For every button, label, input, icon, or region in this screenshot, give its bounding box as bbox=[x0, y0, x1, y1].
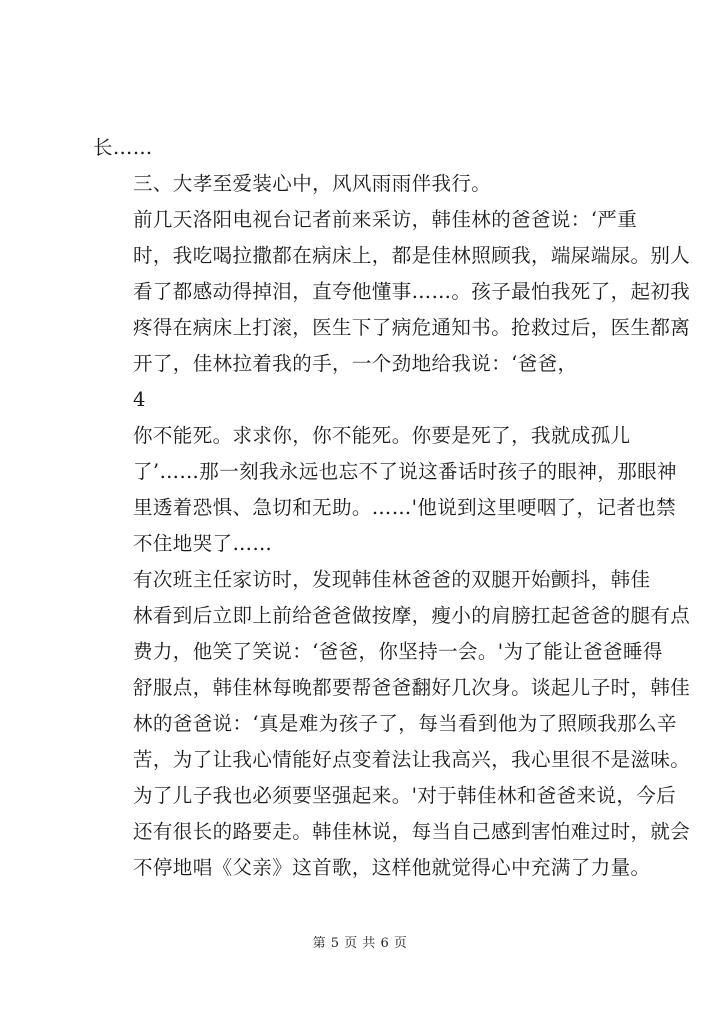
paragraph bbox=[93, 166, 633, 202]
paragraph bbox=[93, 130, 633, 166]
text-line: 了’……那一刻我永远也忘不了说这番话时孩子的眼神，那眼神 bbox=[133, 460, 677, 483]
paragraph bbox=[93, 382, 633, 418]
text-line: 不住地哭了…… bbox=[133, 532, 273, 555]
text-line: 不停地唱《父亲》这首歌，这样他就觉得心中充满了力量。 bbox=[133, 856, 651, 879]
page-footer: 第 5 页 共 6 页 bbox=[312, 936, 408, 951]
text-line: 还有很长的路要走。韩佳林说，每当自己感到害怕难过时，就会 bbox=[133, 820, 691, 843]
text-line: 你不能死。求求你，你不能死。你要是死了，我就成孤儿 bbox=[133, 424, 631, 447]
paragraph bbox=[93, 202, 691, 382]
text-line: 4 bbox=[133, 388, 146, 411]
text-line: 疼得在病床上打滚，医生下了病危通知书。抢救过后，医生都离 bbox=[133, 316, 691, 339]
document-body bbox=[93, 130, 691, 886]
text-line: 为了儿子我也必须要坚强起来。'对于韩佳林和爸爸来说，今后 bbox=[133, 784, 677, 807]
text-line: 开了，佳林拉着我的手，一个劲地给我说：‘爸爸， bbox=[133, 352, 578, 375]
text-line: 时，我吃喝拉撒都在病床上，都是佳林照顾我，端屎端尿。别人 bbox=[133, 244, 691, 267]
text-line: 林看到后立即上前给爸爸做按摩，瘦小的肩膀扛起爸爸的腿有点 bbox=[133, 604, 691, 627]
paragraph bbox=[93, 562, 691, 886]
text-line: 里透着恐惧、急切和无助。……'他说到这里哽咽了，记者也禁 bbox=[133, 496, 677, 519]
text-line: 前几天洛阳电视台记者前来采访，韩佳林的爸爸说：‘严重 bbox=[133, 208, 638, 231]
text-line: 三、大孝至爱装心中，风风雨雨伴我行。 bbox=[133, 172, 492, 195]
text-line: 长…… bbox=[93, 136, 153, 159]
text-line: 费力，他笑了笑说：‘爸爸，你坚持一会。'为了能让爸爸睡得 bbox=[133, 640, 663, 663]
text-line: 看了都感动得掉泪，直夸他懂事……。孩子最怕我死了，起初我 bbox=[133, 280, 691, 303]
text-line: 林的爸爸说：‘真是难为孩子了，每当看到他为了照顾我那么辛 bbox=[133, 712, 677, 735]
text-line: 苦，为了让我心情能好点变着法让我高兴，我心里很不是滋味。 bbox=[133, 748, 691, 771]
paragraph bbox=[93, 418, 677, 562]
text-line: 舒服点，韩佳林每晚都要帮爸爸翻好几次身。谈起儿子时，韩佳 bbox=[133, 676, 691, 699]
text-line: 有次班主任家访时，发现韩佳林爸爸的双腿开始颤抖，韩佳 bbox=[133, 568, 651, 591]
